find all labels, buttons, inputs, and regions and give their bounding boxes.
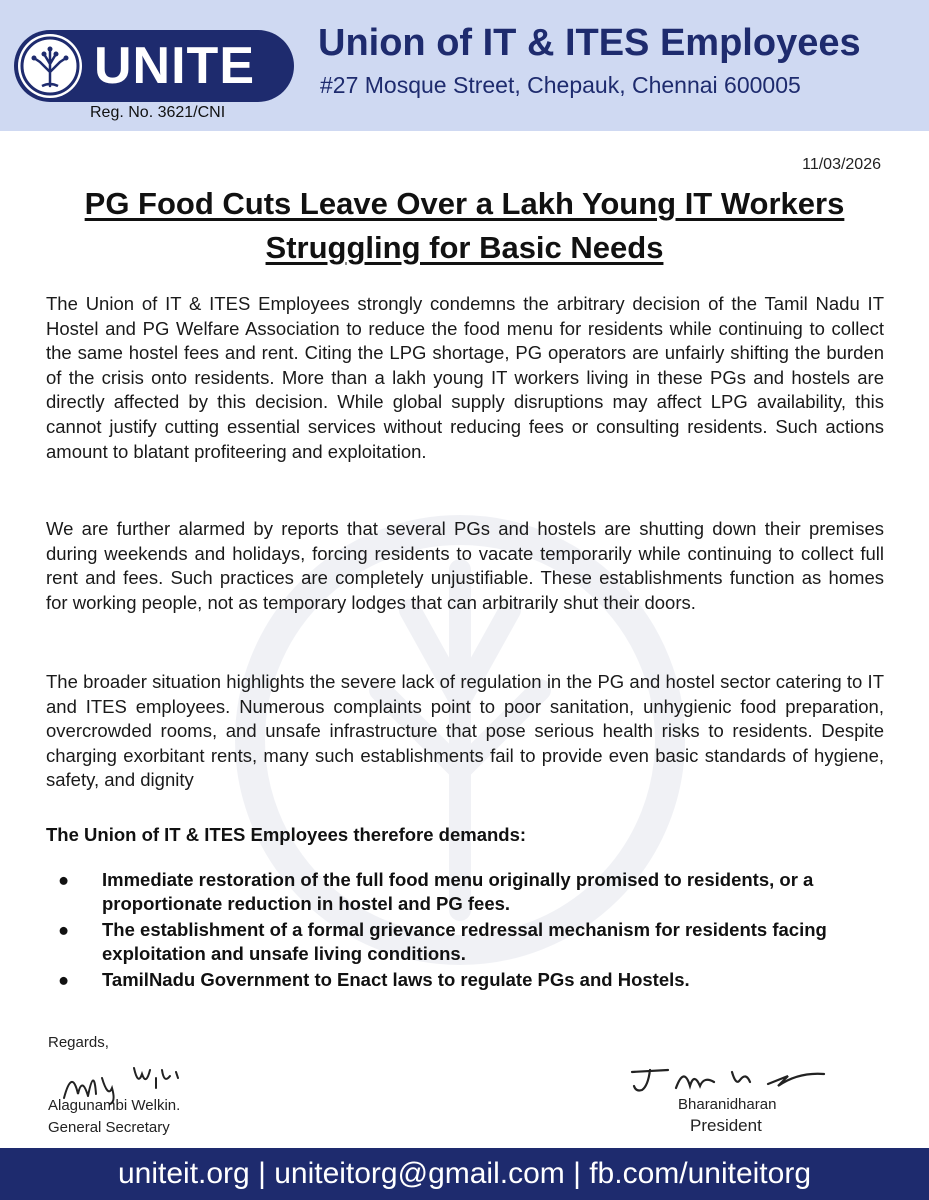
demands-intro: The Union of IT & ITES Employees therefore demands: [46, 824, 527, 845]
bullet-icon: ● [58, 919, 70, 940]
footer-band [0, 1148, 929, 1200]
signatory-left-title: General Secretary [48, 1119, 170, 1136]
headline: PG Food Cuts Leave Over a Lakh Young IT Workers Struggling for Basic Needs [84, 186, 845, 265]
list-item [46, 968, 886, 992]
organization-name: Union of IT & ITES Employees [318, 22, 861, 64]
signatory-left-name: Alagunambi Welkin. [48, 1097, 181, 1114]
paragraph-2: We are further alarmed by reports that several PGs and hostels are shutting down their premises during weekends and holidays, forcing residents to vacate temporarily while continuing to collect full rent and fees. Such practices are completely unjustifiable. These establishments function as homes for working people, not as temporary lodges that can arbitrarily shut their doors. [46, 518, 884, 613]
unite-logo [14, 30, 294, 102]
paragraph-1: The Union of IT & ITES Employees strongly condemns the arbitrary decision of the Tamil Nadu IT Hostel and PG Welfare Association to reduce the food menu for residents while continuing to collect the same hostel fees and rent. Citing the LPG shortage, PG operators are unfairly shifting the burden of the crisis onto residents. More than a lakh young IT workers living in these PGs and hostels are directly affected by this decision. While global supply disruptions may affect LPG availability, this cannot justify cutting essential services without reducing fees or consulting residents. Such actions amount to blatant profiteering and exploitation. [46, 293, 884, 462]
list-item [46, 868, 886, 916]
demand-text: TamilNadu Government to Enact laws to regulate PGs and Hostels. [102, 969, 690, 990]
letter-date: 11/03/2026 [802, 156, 881, 173]
letterhead [0, 0, 929, 131]
list-item [46, 918, 886, 966]
bullet-icon: ● [58, 869, 70, 890]
signatory-right-name: Bharanidharan [678, 1096, 777, 1113]
signature-right-icon [628, 1062, 838, 1096]
footer-contacts: uniteit.org | uniteitorg@gmail.com | fb.com/uniteitorg [117, 1157, 812, 1190]
bullet-icon: ● [58, 969, 70, 990]
paragraph-3: The broader situation highlights the severe lack of regulation in the PG and hostel sector catering to IT and ITES employees. Numerous complaints point to poor sanitation, unhygienic food preparation, overcrowded rooms, and unsafe infrastructure that pose serious health risks to residents. Despite charging exorbitant rents, many such establishments fail to provide even basic standards of hygiene, safety, and dignity [46, 671, 884, 791]
registration-number: Reg. No. 3621/CNI [90, 104, 226, 121]
tree-circuit-icon [18, 34, 82, 98]
demands-list [46, 868, 886, 994]
logo-wordmark: UNITE [94, 37, 255, 95]
demand-text: Immediate restoration of the full food menu originally promised to residents, or a proportionate reduction in hostel and PG fees. [102, 869, 814, 914]
signatory-right-title: President [690, 1116, 762, 1135]
organization-address: #27 Mosque Street, Chepauk, Chennai 600005 [320, 72, 801, 98]
demand-text: The establishment of a formal grievance redressal mechanism for residents facing exploitation and unsafe living conditions. [102, 919, 827, 964]
closing-regards: Regards, [48, 1034, 109, 1051]
